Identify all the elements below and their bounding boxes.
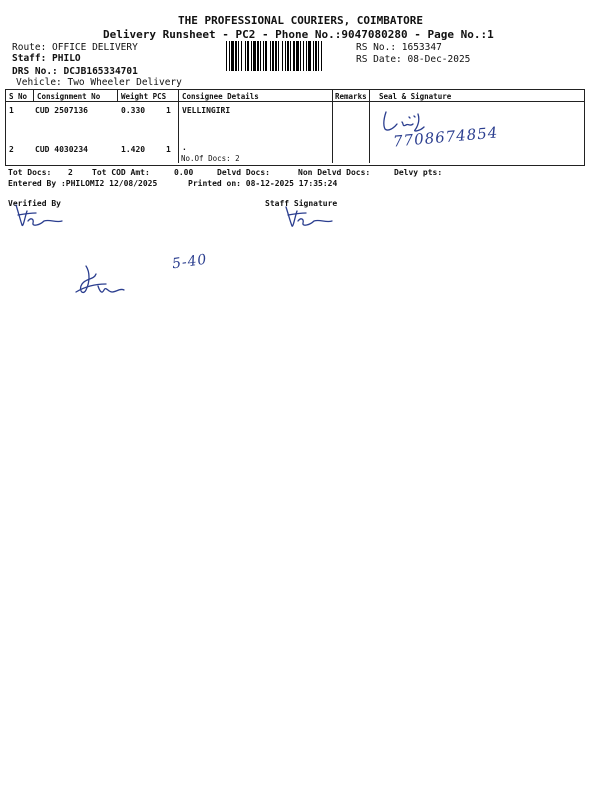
row-consignment: CUD 2507136	[35, 106, 88, 115]
entered-by: Entered By :PHILOMI2 12/08/2025	[8, 179, 158, 188]
header-seal: Seal & Signature	[379, 92, 452, 101]
header-weight-pcs: Weight PCS	[121, 92, 167, 101]
row-sno: 2	[9, 145, 14, 154]
no-of-docs: No.Of Docs: 2	[181, 154, 240, 163]
runsheet-title: Delivery Runsheet - PC2 - Phone No.:9047080280 - Page No.:1	[103, 28, 494, 41]
tot-docs-label: Tot Docs:	[8, 168, 52, 177]
row-pcs: 1	[166, 106, 171, 115]
tot-cod-value: 0.00	[174, 168, 194, 177]
row-consignee: VELLINGIRI	[182, 106, 231, 115]
delvd-docs-label: Delvd Docs:	[217, 168, 270, 177]
delvy-pts-label: Delvy pts:	[394, 168, 443, 177]
handwritten-time: 5-40	[171, 251, 209, 273]
non-delvd-docs-label: Non Delvd Docs:	[298, 168, 371, 177]
rs-date: RS Date: 08-Dec-2025	[356, 54, 471, 65]
row-weight: 1.420	[121, 145, 146, 154]
row-sno: 1	[9, 106, 14, 115]
vehicle-label: Vehicle: Two Wheeler Delivery	[16, 77, 182, 88]
tot-cod-label: Tot COD Amt:	[92, 168, 150, 177]
drs-number: DRS No.: DCJB165334701	[12, 66, 138, 77]
row-consignment: CUD 4030234	[35, 145, 88, 154]
row-pcs: 1	[166, 145, 171, 154]
verified-by-label: Verified By	[8, 199, 61, 208]
handwritten-phone: 7708674854	[392, 123, 500, 151]
company-title: THE PROFESSIONAL COURIERS, COIMBATORE	[178, 14, 424, 27]
loose-signature	[72, 262, 132, 298]
staff-signature-label: Staff Signature	[265, 199, 338, 208]
staff-label: Staff: PHILO	[12, 53, 81, 64]
row-weight: 0.330	[121, 106, 146, 115]
barcode	[226, 41, 352, 71]
printed-on: Printed on: 08-12-2025 17:35:24	[188, 179, 338, 188]
runsheet-table	[5, 89, 585, 166]
staff-signature	[280, 203, 340, 231]
header-consignee: Consignee Details	[182, 92, 259, 101]
header-remarks: Remarks	[335, 92, 367, 101]
row-consignee: .	[182, 143, 187, 152]
route-label: Route: OFFICE DELIVERY	[12, 42, 138, 53]
tot-docs-value: 2	[68, 168, 73, 177]
verifier-signature	[8, 203, 68, 231]
rs-number: RS No.: 1653347	[356, 42, 442, 53]
header-sno: S No	[9, 92, 28, 101]
header-consignment: Consignment No	[37, 92, 101, 101]
